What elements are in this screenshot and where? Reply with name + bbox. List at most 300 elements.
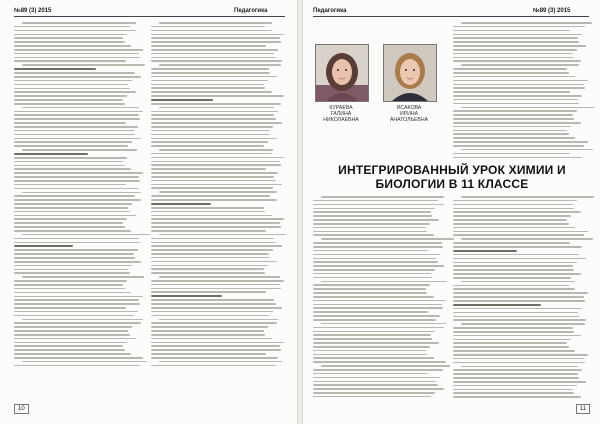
text-line — [151, 307, 282, 309]
author-name-kuraeva — [317, 105, 365, 123]
text-line — [453, 339, 571, 341]
text-line — [151, 145, 264, 147]
left-page-column-1 — [14, 22, 144, 369]
text-line — [313, 250, 428, 252]
text-line — [151, 161, 280, 163]
left-page — [0, 0, 297, 424]
text-line — [14, 60, 126, 62]
text-line — [151, 126, 273, 128]
text-line — [453, 49, 577, 51]
text-line — [151, 80, 268, 82]
text-line — [151, 72, 270, 74]
text-line — [14, 280, 127, 282]
text-line — [151, 157, 284, 159]
text-line — [453, 72, 569, 74]
text-line — [14, 41, 125, 43]
text-line — [14, 296, 143, 298]
text-line — [151, 57, 276, 59]
text-line — [453, 95, 582, 97]
text-line — [14, 30, 136, 32]
text-line — [14, 357, 143, 359]
text-line — [321, 281, 447, 283]
text-line — [151, 91, 272, 93]
section-name: Педагогика — [234, 8, 268, 14]
text-line — [313, 261, 438, 263]
text-line — [453, 145, 584, 147]
text-line — [313, 234, 434, 236]
text-line — [14, 257, 135, 259]
text-line — [453, 84, 584, 86]
text-line — [14, 165, 125, 167]
right-page-column-2 — [453, 196, 589, 400]
text-line — [151, 284, 280, 286]
text-line — [14, 134, 135, 136]
text-line — [14, 334, 130, 336]
text-line — [14, 238, 139, 240]
text-line — [14, 338, 136, 340]
text-line — [461, 323, 585, 325]
author-name-line: АНАТОЛЬЕВНА — [389, 117, 429, 123]
text-line — [313, 319, 436, 321]
text-line — [453, 219, 567, 221]
text-line — [313, 315, 440, 317]
text-line — [14, 222, 123, 224]
text-line — [313, 304, 442, 306]
text-line — [151, 303, 276, 305]
text-line — [151, 280, 284, 282]
text-line — [453, 26, 585, 28]
text-line — [14, 72, 135, 74]
text-line — [453, 133, 569, 135]
article-title — [316, 163, 588, 191]
text-line — [453, 342, 567, 344]
text-line — [151, 118, 276, 120]
text-line — [14, 245, 73, 247]
text-line — [151, 357, 278, 359]
text-line — [453, 110, 577, 112]
text-line — [453, 137, 575, 139]
text-line — [14, 311, 138, 313]
text-line — [453, 80, 588, 82]
author-name-line: ГАЛИНА — [330, 111, 352, 117]
text-line — [14, 184, 126, 186]
text-line — [453, 114, 573, 116]
text-line — [14, 80, 132, 82]
text-line — [14, 326, 132, 328]
text-line — [151, 261, 277, 263]
text-line — [453, 335, 581, 337]
text-line — [313, 265, 444, 267]
page-number: 10 — [14, 404, 29, 414]
text-line — [313, 208, 435, 210]
page-number: 11 — [576, 404, 590, 414]
text-line — [151, 87, 265, 89]
text-line — [151, 30, 272, 32]
text-line — [453, 103, 579, 105]
text-line — [14, 211, 130, 213]
text-line — [151, 168, 266, 170]
text-line — [14, 345, 123, 347]
text-line — [14, 99, 123, 101]
text-line — [14, 68, 96, 70]
text-line — [151, 180, 276, 182]
text-line — [151, 245, 282, 247]
text-line — [14, 307, 126, 309]
text-line — [151, 153, 272, 155]
text-line — [453, 288, 575, 290]
text-line — [14, 292, 131, 294]
text-line — [14, 95, 127, 97]
author-name-isakova — [385, 105, 433, 123]
text-line — [14, 315, 134, 317]
text-line — [22, 361, 147, 363]
text-line — [14, 168, 131, 170]
text-line — [313, 200, 438, 202]
text-line — [14, 141, 132, 143]
text-line — [313, 357, 434, 359]
text-line — [151, 330, 264, 332]
text-line — [453, 68, 567, 70]
text-line — [453, 265, 573, 267]
text-line — [151, 349, 281, 351]
text-line — [22, 319, 143, 321]
text-line — [159, 319, 278, 321]
text-line — [14, 180, 140, 182]
text-line — [461, 64, 579, 66]
text-line — [321, 365, 450, 367]
text-line — [151, 326, 268, 328]
text-line — [453, 373, 578, 375]
text-line — [14, 157, 127, 159]
text-line — [313, 392, 435, 394]
text-line — [151, 338, 272, 340]
text-line — [461, 238, 593, 240]
text-line — [313, 288, 426, 290]
text-line — [14, 215, 136, 217]
text-line — [453, 37, 578, 39]
text-line — [14, 330, 128, 332]
text-line — [14, 161, 123, 163]
text-line — [313, 361, 446, 363]
text-line — [151, 134, 270, 136]
text-line — [151, 249, 273, 251]
text-line — [453, 34, 582, 36]
text-line — [453, 350, 575, 352]
author-photo-kuraeva — [315, 44, 369, 102]
text-line — [151, 37, 280, 39]
text-line — [14, 126, 138, 128]
author-photo-isakova — [383, 44, 437, 102]
text-line — [453, 57, 574, 59]
text-line — [321, 323, 446, 325]
text-line — [453, 331, 574, 333]
text-line — [14, 188, 138, 190]
text-line — [453, 312, 578, 314]
author-name-line: ИСАКОВА — [396, 105, 422, 111]
text-line — [453, 296, 584, 298]
text-line — [14, 249, 138, 251]
text-line — [453, 292, 588, 294]
text-line — [151, 288, 281, 290]
text-line — [14, 172, 143, 174]
text-line — [313, 369, 443, 371]
text-line — [14, 230, 131, 232]
text-line — [453, 308, 582, 310]
text-line — [453, 234, 584, 236]
text-line — [14, 53, 139, 55]
text-line — [151, 299, 274, 301]
text-line — [151, 114, 274, 116]
text-line — [453, 130, 567, 132]
text-line — [313, 227, 426, 229]
text-line — [313, 311, 428, 313]
text-line — [453, 277, 571, 279]
text-line — [453, 385, 577, 387]
text-line — [14, 45, 131, 47]
text-line — [14, 57, 140, 59]
text-line — [453, 300, 585, 302]
text-line — [14, 111, 143, 113]
text-line — [461, 196, 594, 198]
text-line — [151, 242, 276, 244]
text-line — [453, 157, 582, 159]
text-line — [453, 346, 569, 348]
text-line — [453, 231, 588, 233]
text-line — [313, 388, 444, 390]
text-line — [151, 84, 264, 86]
text-line — [453, 319, 586, 321]
text-line — [151, 207, 264, 209]
text-line — [313, 350, 426, 352]
text-line — [14, 303, 140, 305]
text-line — [151, 322, 277, 324]
text-line — [453, 354, 588, 356]
text-line — [313, 342, 439, 344]
issue-number: №89 (3) 2015 — [533, 8, 571, 14]
right-page — [303, 0, 600, 424]
article-title-line-2: БИОЛОГИИ В 11 КЛАССЕ — [375, 177, 529, 191]
text-line — [14, 91, 136, 93]
text-line — [453, 316, 579, 318]
section-name: Педагогика — [313, 8, 347, 14]
text-line — [151, 222, 280, 224]
text-line — [151, 291, 266, 293]
text-line — [151, 334, 265, 336]
text-line — [313, 381, 436, 383]
text-line — [22, 149, 138, 151]
text-line — [453, 99, 578, 101]
text-line — [453, 211, 581, 213]
text-line — [453, 227, 575, 229]
text-line — [313, 300, 446, 302]
text-line — [22, 22, 136, 24]
text-line — [22, 64, 146, 66]
text-line — [151, 272, 265, 274]
text-line — [453, 262, 577, 264]
text-line — [313, 246, 443, 248]
text-line — [313, 277, 432, 279]
text-line — [151, 238, 274, 240]
text-line — [14, 288, 125, 290]
text-line — [22, 234, 151, 236]
text-line — [14, 269, 128, 271]
text-line — [313, 215, 432, 217]
text-line — [159, 276, 280, 278]
text-line — [159, 234, 286, 236]
text-line — [453, 304, 541, 306]
text-line — [151, 342, 284, 344]
intro-column — [453, 22, 589, 160]
text-line — [22, 107, 139, 109]
text-line — [22, 192, 142, 194]
text-line — [151, 218, 284, 220]
text-line — [453, 223, 569, 225]
text-line — [453, 362, 585, 364]
text-line — [151, 199, 277, 201]
text-line — [313, 296, 434, 298]
text-line — [453, 377, 579, 379]
text-line — [159, 64, 281, 66]
text-line — [453, 327, 573, 329]
text-line — [151, 215, 272, 217]
text-line — [151, 268, 264, 270]
text-line — [14, 265, 132, 267]
text-line — [151, 95, 284, 97]
text-line — [453, 126, 571, 128]
text-line — [313, 354, 427, 356]
text-line — [151, 68, 269, 70]
text-line — [159, 149, 273, 151]
text-line — [313, 396, 431, 398]
text-line — [313, 219, 439, 221]
text-line — [159, 22, 272, 24]
text-line — [151, 365, 276, 367]
author-name-line: НИКОЛАЕВНА — [323, 117, 359, 123]
text-line — [151, 315, 269, 317]
text-line — [151, 345, 280, 347]
text-line — [313, 258, 436, 260]
header-rule — [14, 16, 285, 17]
text-line — [151, 60, 282, 62]
text-line — [453, 122, 581, 124]
text-line — [313, 338, 432, 340]
text-line — [313, 377, 440, 379]
text-line — [14, 261, 141, 263]
text-line — [453, 242, 570, 244]
text-line — [14, 342, 127, 344]
text-line — [151, 41, 281, 43]
text-line — [453, 392, 574, 394]
text-line — [151, 111, 278, 113]
author-name-line: КУРАЕВА — [329, 105, 353, 111]
text-line — [313, 292, 427, 294]
text-line — [461, 107, 594, 109]
text-line — [14, 26, 130, 28]
text-line — [453, 45, 586, 47]
text-line — [159, 191, 277, 193]
text-line — [453, 258, 586, 260]
text-line — [453, 76, 575, 78]
text-line — [151, 49, 278, 51]
text-line — [151, 26, 265, 28]
text-line — [14, 203, 132, 205]
text-line — [14, 242, 140, 244]
text-line — [151, 211, 265, 213]
text-line — [453, 118, 574, 120]
text-line — [453, 204, 573, 206]
text-line — [14, 34, 127, 36]
text-line — [151, 130, 269, 132]
text-line — [453, 369, 582, 371]
text-line — [151, 45, 266, 47]
text-line — [14, 145, 128, 147]
text-line — [313, 307, 443, 309]
text-line — [453, 60, 581, 62]
text-line — [14, 76, 141, 78]
text-line — [151, 34, 284, 36]
text-line — [453, 246, 582, 248]
text-line — [453, 91, 570, 93]
text-line — [159, 107, 274, 109]
header-rule — [313, 16, 589, 17]
text-line — [151, 76, 277, 78]
text-line — [453, 381, 586, 383]
text-line — [453, 141, 588, 143]
text-line — [453, 208, 574, 210]
text-line — [453, 153, 570, 155]
text-line — [14, 272, 130, 274]
text-line — [151, 122, 282, 124]
text-line — [14, 153, 88, 155]
text-line — [14, 253, 134, 255]
text-line — [321, 238, 454, 240]
text-line — [151, 203, 211, 205]
text-line — [14, 199, 141, 201]
text-line — [151, 53, 274, 55]
text-line — [313, 242, 442, 244]
text-line — [461, 149, 593, 151]
text-line — [151, 164, 281, 166]
issue-number: №89 (3) 2015 — [14, 8, 52, 14]
author-name-line: ИРИНА — [399, 111, 419, 117]
text-line — [14, 118, 140, 120]
text-line — [321, 196, 444, 198]
text-line — [14, 207, 128, 209]
text-line — [313, 384, 438, 386]
text-line — [313, 334, 431, 336]
text-line — [453, 269, 574, 271]
text-line — [14, 195, 135, 197]
text-line — [453, 53, 573, 55]
text-line — [14, 226, 125, 228]
text-line — [151, 195, 270, 197]
text-line — [151, 295, 222, 297]
portrait-image — [384, 45, 436, 101]
text-line — [14, 49, 143, 51]
text-line — [151, 103, 281, 105]
text-line — [151, 353, 266, 355]
text-line — [14, 365, 140, 367]
text-line — [313, 223, 430, 225]
text-line — [22, 276, 144, 278]
text-line — [453, 87, 585, 89]
text-line — [151, 187, 273, 189]
text-line — [453, 41, 579, 43]
text-line — [14, 114, 139, 116]
text-line — [151, 138, 277, 140]
text-line — [14, 322, 141, 324]
text-line — [151, 176, 274, 178]
